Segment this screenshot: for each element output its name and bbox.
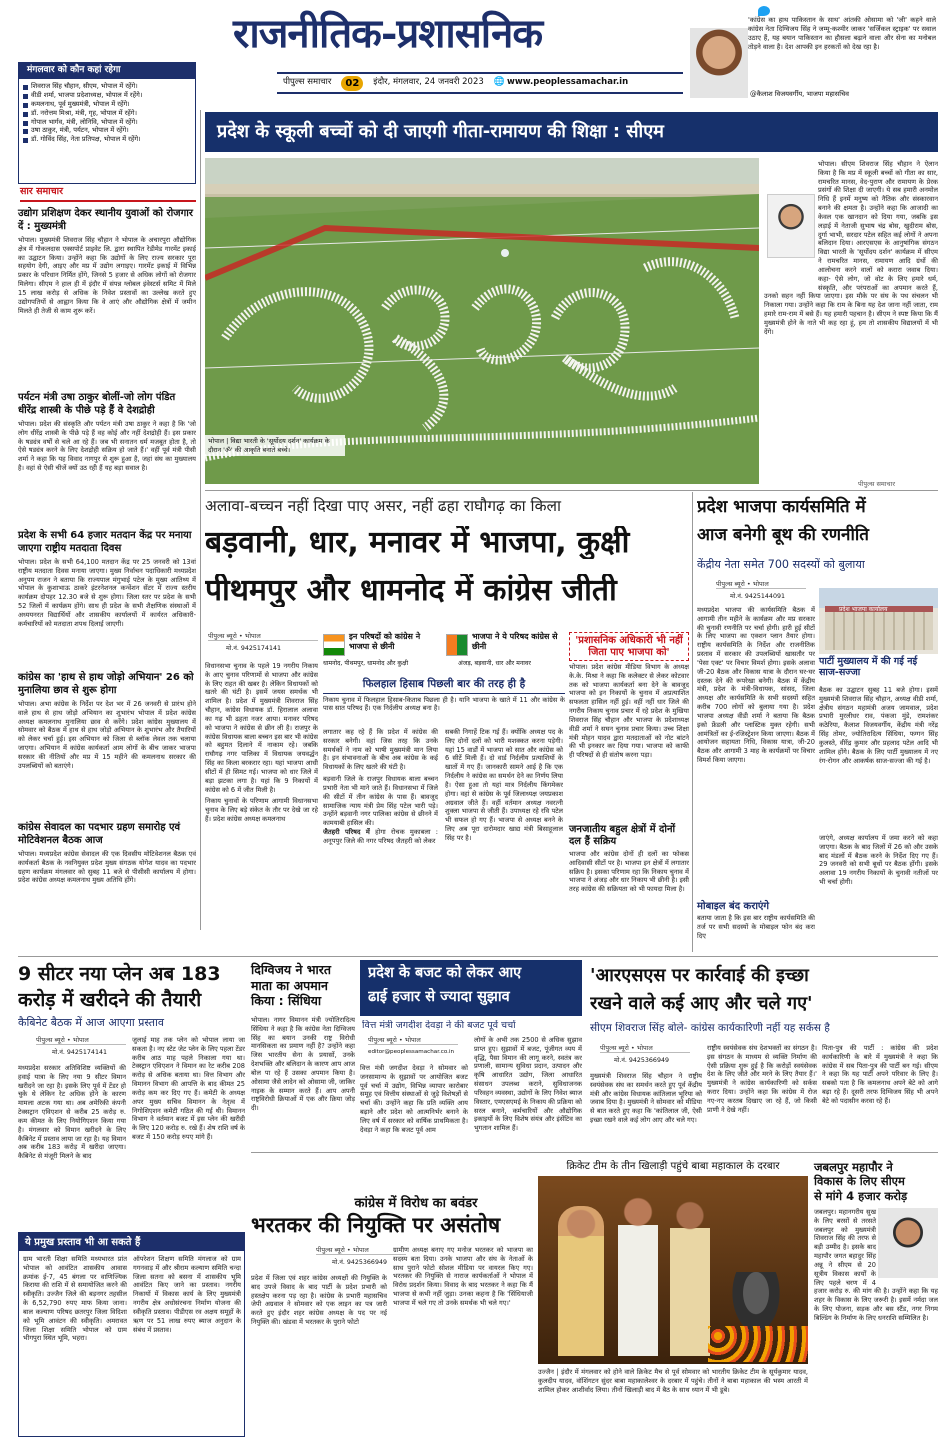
- schedule-item: गोपाल भार्गव, मंत्री, लोनिवि, भोपाल में रहेंगे।: [22, 118, 192, 127]
- election-kicker: अलावा-बच्चन नहीं दिखा पाए असर, नहीं ढहा राघौगढ़ का किला: [205, 497, 561, 515]
- portrait-float: [876, 1208, 938, 1280]
- section-rule: [251, 1152, 938, 1153]
- subhead: जैतहरी परिषद में: [323, 828, 370, 837]
- photo-credit: पीपुल्स समाचार: [858, 480, 895, 488]
- building-sign: प्रदेश भाजपा कार्यालय: [839, 606, 888, 613]
- website[interactable]: www.peoplessamachar.in: [507, 77, 629, 88]
- budget-headline-2: ढाई हजार से ज्यादा सुझाव: [368, 988, 510, 1005]
- body-text: बड़वानी जिले के राजपुर विधायक बाला बच्चन प्रभारी नेता भी माने जाते हैं। विधानसभा में जिले की सीटों में तीन कांग्रेस के पास हैं। बावजूद सामाजिक न्याय मंत्री प्रेम सिंह पटेल भारी पड़े। उन्होंने बड़वानी नगर पालिका कांग्रेस से छीनने में कामयाबी हासिल की।: [323, 775, 438, 828]
- column-divider: [692, 492, 693, 952]
- body-text: निकाय चुनावों के परिणाम आगामी विधानसभा चुनाव के लिए बड़े संकेत के तौर पर देखे जा रहे हैं। प्रदेश कांग्रेस अध्यक्ष कमलनाथ: [205, 797, 318, 824]
- schedule-box: [18, 62, 196, 184]
- filhaal-title: फिलहाल हिसाब पिछली बार की तरह ही है: [323, 678, 565, 694]
- proposals-title: ये प्रमुख प्रस्ताव भी आ सकते हैं: [19, 1233, 244, 1251]
- byline-text: पीपुल्स ब्यूरो • भोपाल: [716, 580, 769, 588]
- byline-text: पीपुल्स ब्यूरो • भोपाल: [316, 1246, 369, 1254]
- cricket-caption: उज्जैन | इंदौर में मंगलवार को होने वाले क्रिकेट मैच से पूर्व सोमवार को भारतीय क्रिकेट टीम के सूर्यकुमार यादव, कुलदीप यादव, वॉशिंगटन सुंदर बाबा महाकालेश्वर के दरबार में पहुंचे। तीनों ने बाबा महाकाल की भस्म आरती में शामिल होकर आशीर्वाद लिया। तीनों खिलाड़ी बाद में बैठ के साथ ध्यान में भी डूबे।: [538, 1368, 808, 1394]
- brief-story-5: [18, 822, 196, 922]
- jabalpur-headline: [814, 1160, 938, 1203]
- brief-headline: कांग्रेस सेवादल का पदभार ग्रहण समारोह एवं मोटिवेशनल बैठक आज: [18, 822, 181, 846]
- filhaal-box: [323, 678, 565, 728]
- schedule-item: डॉ. गोविंद सिंह, नेता प्रतिपक्ष, भोपाल में रहेंगे।: [22, 135, 192, 144]
- headline-line: जबलपुर महापौर ने: [814, 1160, 893, 1174]
- byline-text: पीपुल्स ब्यूरो • भोपाल: [36, 1036, 89, 1044]
- tweet-box: [690, 6, 938, 104]
- box-list: अंजड़, बड़वानी, धार और मनावर: [458, 660, 531, 667]
- section-rule: [18, 956, 938, 957]
- body-text: भोपाल। सीएम शिवराज सिंह चौहान ने ऐलान किया है कि मप्र में स्कूली बच्चों को गीता का सार, रामचरित मानस, वेद-पुराण और रामायण के प्रेरक प्रसंगों की शिक्षा दी जाएगी। ये सब हमारी अनमोल निधि हैं इनमें मनुष्य को नैतिक और संस्कारवान बनाने की क्षमता है। उन्होंने कहा कि आजादी का केवल एक खानदान को दिया गया, जबकि इस लड़ाई में नेताजी सुभाष चंद्र बोस, खुदीराम बोस, दुर्गा भाभी, सरदार पटेल सहित कई लोगों ने अपना बलिदान दिया। आरएसएस के आनुषांगिक संगठन विद्या भारती के 'सूर्योदय दर्शन' कार्यक्रम में सीएम ने रामचरित मानस, रामायण आदि ग्रंथों की आलोचना करने वालों को करारा जवाब दिया। कहा- ऐसे लोग, जो वोट के लिए हमारे धर्म, संस्कृति, और परंपराओं का अपमान करते हैं, उनको सहन नहीं किया जाएगा। इस मौके पर संघ के पथ संचलन भी निकाला गया। उन्होंने कहा कि राम के बिना यह देश जाना नहीं जाता, राम हमारे राम-राम में बसे हैं। यह हमारी पहचान है। सीएम ने स्पष्ट किया कि मैं मुख्यमंत्री होने के नाते भी कह रहा हूं, हम तो शासकीय विद्यालयों में भी देंगे।: [764, 160, 938, 336]
- election-headline-1: बड़वानी, धार, मनावर में भाजपा, कुक्षी: [205, 526, 630, 559]
- rss-col-2: राष्ट्रीय स्वयंसेवक संघ देशभक्तों का संगठन है। इस संगठन के माध्यम से व्यक्ति निर्माण की ऐसी प्रक्रिया शुरू हुई है कि करोड़ों स्वयंसेवक देश के लिए जीते और मरने के लिए तैयार हैं।' मुख्यमंत्री ने कांग्रेस कार्यकारिणी को सर्कस करार दिया। उन्होंने कहा कि कांग्रेस में रोज नए-नए करतब दिखाए जा रहे हैं, जो किसी प्राणी ने देखे नहीं।: [707, 1044, 817, 1114]
- flowers: [708, 1326, 808, 1362]
- paper-name: पीपुल्स समाचार: [283, 77, 332, 88]
- rss-col-1: मुख्यमंत्री शिवराज सिंह चौहान ने राष्ट्रीय स्वयंसेवक संघ का समर्थन करते हुए पूर्व केंद्रीय मंत्री और कांग्रेस विधायक कांतिलाल भूरिया को जवाब दिया है। मुख्यमंत्री ने सोमवार को मीडिया से बात करते हुए कहा कि 'कांतिलाल जी, ऐसी इच्छा रखने वाले कई लोग आए और चले गए।: [590, 1072, 702, 1125]
- brief-body: भोपाल। मुख्यमंत्री शिवराज सिंह चौहान ने भोपाल के अचारपुरा औद्योगिक क्षेत्र में गोकलदास एक्सपोर्ट प्राइवेट लि. द्वारा स्थापित रेडीमेड गारमेंट इकाई का उद्घाटन किया। उन्होंने कहा कि उद्योगों के लिए राज्य सरकार पूरा सहयोग देगी, आइए और मप्र में उद्योग लगाइए। गारमेंट इकाई में विभिन्न प्रकार के परिधान निर्मित होंगे, जिनसे 5 हजार से अधिक लोगों को रोजगार मिलेगा। सीएम ने हाल ही में इंदौर में संपन्न ग्लोबल इंवेस्टर्स समिट में मिले 15 लाख करोड़ से अधिक के निवेश प्रस्तावों का उल्लेख करते हुए उद्योगपतियों से आह्वान किया कि वे आएं और औद्योगिक क्षेत्रों में जमीन मिलते ही तेजी से काम शुरू करें।: [18, 236, 196, 315]
- twitter-icon: [758, 6, 770, 16]
- bjp-body-2: बैठक का उद्घाटन सुबह 11 बजे होगा। इसमें मुख्यमंत्री शिवराज सिंह चौहान, अध्यक्ष वीडी शर्मा, क्षेत्रीय संगठन महामंत्री अजय जामवाल, प्रदेश प्रभारी मुरलीधर राव, पंकजा मुंडे, रामशंकर कठेरिया, कैलाश विजयवर्गीय, केंद्रीय मंत्री नरेंद्र सिंह तोमर, ज्योतिरादित्य सिंधिया, फग्गन सिंह कुलस्ते, वीरेंद्र कुमार और प्रहलाद पटेल आदि भी शामिल होंगे। बैठक के लिए पार्टी मुख्यालय में नए रंग-रोगन और आकर्षक साज-सज्जा की गई है।: [819, 686, 938, 765]
- brief-body: भोपाल। प्रदेश की संस्कृति और पर्यटन मंत्री उषा ठाकुर ने कहा है कि 'जो लोग धीरेंद्र शास्त्री के पीछे पड़े हैं वह कोई और नहीं देशद्रोही हैं। इस प्रकार के षड्यंत्र वर्षों से चले आ रहे हैं। जब भी सनातन धर्म मजबूत होता है, तो ऐसे षड्यंत्र करने के लिए देशद्रोही सक्रिय हो जाते हैं।' वहीं पूर्व मंत्री पीसी शर्मा ने कहा कि यह विवाद नागपुर से शुरू हुआ है, जहां संघ का मुख्यालय है। वहां से ऐसी चीजें क्यों उठ रही हैं यह बड़ा सवाल है।: [18, 420, 196, 473]
- byline: [716, 580, 806, 589]
- photo-caption: भोपाल | विद्या भारती के 'सूर्योदय दर्शन' कार्यक्रम के दौरान 'ॐ' की आकृति बनाते बच्चे।: [205, 435, 345, 456]
- digvijay-body: भोपाल। नागर विमानन मंत्री ज्योतिरादित्य सिंधिया ने कहा है कि कांग्रेस नेता दिग्विजय सिंह का बयान उनकी राष्ट्र विरोधी मानसिकता का प्रमाण नहीं है? उन्होंने कहा जिस भारतीय सेना के प्रयासों, उनके देशभक्ति और बलिदान के कारण आप आज बोल पा रहे हैं उसका अपमान किया है। ओसामा जैसे लादेन को ओसामा जी, जाकिर नाइक के सम्मान करते हैं। आप अपनी राष्ट्रविरोधी क्रियाओं में एक और क्रिया जोड़ दी।: [251, 1016, 355, 1113]
- byline: [600, 1044, 690, 1053]
- lead-photo: [205, 158, 759, 484]
- byline: [208, 632, 318, 641]
- schedule-item: शिवराज सिंह चौहान, सीएम, भोपाल में रहेंगे।: [22, 82, 192, 91]
- rss-headline-2: रखने वाले कई आए और चले गए': [590, 993, 813, 1014]
- tweet-quote: 'कांग्रेस का हाथ पाकिस्तान के साथ' आंतकी ओसामा को 'जी' कहने वाले कांग्रेस नेता दिग्विजय सिंह ने जम्मू-कश्मीर जाकर 'सर्जिकल स्ट्राइक' पर सवाल उठाए हैं, यह बयान पाकिस्तान का हौसला बढ़ाने वाला और सेना का मनोबल तोड़ने वाला है। देश आपकी इन हरकतों को देख रहा है।: [748, 16, 936, 51]
- budget-headline-bar: [360, 960, 582, 1016]
- mobile-body: बताया जाता है कि इस बार राष्ट्रीय कार्यसमिति की तर्ज पर सभी सदस्यों के मोबाइल फोन बंद करा दिए: [697, 914, 815, 940]
- headline-line: दिग्विजय ने भारत: [251, 962, 332, 977]
- side-body: भोपाल। प्रदेश कांग्रेस मीडिया विभाग के अध्यक्ष के.के. मिश्रा ने कहा कि कलेक्टर से लेकर कोटवार तक को भाजपा कार्यकर्ता बना देने के बावजूद भाजपा को इन निकायों के चुनाव में अप्रत्याशित सफलता हासिल नहीं हुई। वहीं नहीं धार जिले की नगरीय निकाय चुनाव प्रचार में रहे प्रदेश के मुखिया शिवराज सिंह चौहान और भाजपा के प्रदेशाध्यक्ष वीडी शर्मा ने सघन चुनाव प्रचार किया। उच्च शिक्षा मंत्री मोहन यादव द्वारा मतदाताओं को नोट बांटने की भी इनकार कर दिया गया। भाजपा को काफी ही परिषदों से ही संतोष करना पड़ा।: [569, 663, 689, 760]
- schedule-item: कमलनाथ, पूर्व मुख्यमंत्री, भोपाल में रहेंगे।: [22, 100, 192, 109]
- proposals-col-2: ऑपरेशन शिक्षण समिति मंगलाज को ग्राम गगनवाड़ में और श्रीराम कल्याण समिति चन्दा जिला सतना को बसना में शासकीय भूमि आवंटित किए जाने का प्रस्ताव। नगरीय निकायों में विकास कार्य के लिए मुख्यमंत्री नगरीय क्षेत्र अधोसंरचना निर्माण योजना की स्वीकृति प्रस्ताव। पीडीएस रव अक्षय समूहों के ऋण पर 51 लाख रुपए ब्याज अनुदान के संबंध में प्रस्ताव।: [133, 1255, 241, 1334]
- side-headline-2: जनजातीय बहुल क्षेत्रों में दोनों दल हैं सक्रिय: [569, 824, 676, 847]
- box-title: इन परिषदों को कांग्रेस ने भाजपा से छीनी: [349, 632, 421, 651]
- lead-headline-bar: [205, 112, 938, 152]
- byline-text: पीपुल्स ब्यूरो • भोपाल: [208, 632, 261, 640]
- jabalpur-body: [814, 1208, 938, 1438]
- brief-body: भोपाल। अभा कांग्रेस के निर्देश पर देश भर में 26 जनवरी से प्रारंभ होने वाले हाथ से हाथ जोड़ो अभियान का शुभारंभ भोपाल में प्रदेश कांग्रेस अध्यक्ष कमलनाथ मुनालिया छाव से करेंगे। प्रदेश कांग्रेस मुख्यालय में सोमवार को बैठक में हाथ से हाथ जोड़ो अभियान के शुभारंभ और तैयारियों को लेकर चर्चा हुई। इस अभियान को जिला से ब्लॉक लेवल तक चलाया जाएगा। अभियान में कांग्रेस कार्यकर्ता आम लोगों के बीच जाकर भाजपा सरकार की नीतियों और मप्र में 15 महीने की कमलनाथ सरकार की उपलब्धियों को बताएंगे।: [18, 700, 196, 770]
- byline-text: पीपुल्स ब्यूरो • भोपाल: [368, 1036, 421, 1044]
- bhartak-col-1: प्रदेश में जिला एवं शहर कांग्रेस अध्यक्षों की नियुक्ति के बाद उपजे विवाद के बाद पार्टी के प्रदेश प्रभारी को हस्तक्षेप करना पड़ रहा है। कांग्रेस के प्रभारी महासचिव जेपी अग्रवाल ने सोमवार को एक लाइन का पत्र जारी करते हुए इंदौर शहर कांग्रेस अध्यक्ष के पद पर नई नियुक्ति की। खंडवा में भरतकर के पुराने फोटो: [251, 1274, 387, 1327]
- proposals-box: [18, 1232, 245, 1437]
- priest-figure: [558, 1206, 604, 1356]
- congress-flag-icon: [323, 634, 345, 656]
- plane-sub: कैबिनेट बैठक में आज आएगा प्रस्ताव: [18, 1016, 164, 1029]
- dateline-bar: [277, 72, 683, 94]
- election-col-2: [323, 728, 438, 952]
- headline-line: विकास के लिए सीएम: [814, 1174, 905, 1189]
- brief-headline: पर्यटन मंत्री उषा ठाकुर बोलीं-जो लोग पंडित धीरेंद्र शास्त्री के पीछे पड़े हैं वे देशद्रोही: [18, 392, 176, 416]
- byline: [368, 1036, 458, 1045]
- election-box-bjp: [446, 632, 564, 674]
- section-rule: [205, 490, 938, 491]
- rss-headline-1: 'आरएसएस पर कार्रवाई की इच्छा: [590, 965, 809, 986]
- side-headline: 'प्रशासनिक अधिकारी भी नहीं जिता पाए भाजपा को': [569, 632, 689, 661]
- plane-col-1: मध्यप्रदेश सरकार अतिविशिष्ट व्यक्तियों की हवाई यात्रा के लिए नया 9 सीटर विमान खरीदने जा रहा है। इसके लिए पूर्व में टेंडर हो चुके थे लेकिन रेट अधिक होने के कारण मामला अटक गया था। अब अमेरिकी कंपनी टेक्सट्रान एविएशन से करीब 25 करोड़ रु. कम कीमत के लिए नियोगिएशन किया गया है। मंगलवार को विमान खरीदने के लिए कैबिनेट में प्रस्ताव लाया जा रहा है। यह विमान अब करीब 183 करोड़ में खरीदा जाएगा। कैबिनेट से मंजूरी मिलने के बाद: [18, 1064, 126, 1161]
- headline-line: से मांगे 4 हजार करोड़: [814, 1188, 908, 1203]
- byline-mobile: मो.नं. 9425144091: [730, 593, 785, 600]
- rss-col-3: पिता-पुत्र की पार्टी : कांग्रेस की प्रदेश कार्यकारिणी के बारे में मुख्यमंत्री ने कहा कि कांग्रेस में सब पिता-पुत्र की पार्टी बन गई। सीएम ने कहा कि यह पार्टी अपने परिवार के लिए है। सबको पता है कि कमलनाथ अपने बेटे को आगे बढ़ा रहे हैं। दूसरी तरफ दिग्विजय सिंह भी अपने बेटे को पदासीन करवा रहे हैं।: [822, 1044, 938, 1105]
- filhaal-body: निकाय चुनाव में फिलहाल हिसाब-किताब पिछला ही है। यानि भाजपा के खाते में 11 और कांग्रेस के पास सात परिषद हैं। एक निर्दलीय अध्यक्ष बना है।: [323, 695, 565, 713]
- budget-sub: वित्त मंत्री जगदीश देवड़ा ने की बजट पूर्व चर्चा: [362, 1020, 516, 1031]
- bhartak-col-2: ग्रामीण अध्यक्ष बनाए गए मनोज भरतकर को भाजपा का सदस्य बता दिया। उनके भाजपा और संघ के नेताओं के साथ पुराने फोटो सोशल मीडिया पर वायरल किए गए। भरतकर की नियुक्ति से नाराज कार्यकर्ताओं ने भोपाल में विरोध प्रदर्शन किया। विवाद के बाद भरतकर ने कहा कि मैं भाजपा से कभी नहीं जुड़ा। उनका कहना है कि 'सिंधियाजी भाजपा में चले गए तो उनके समर्थक भी चले गए।': [393, 1246, 533, 1307]
- brief-body: भोपाल। प्रदेश के सभी 64,100 मतदान केंद्र पर 25 जनवरी को 13वां राष्ट्रीय मतदाता दिवस मनाया जाएगा। मुख्य निर्वाचन पदाधिकारी मध्यप्रदेश अनुपम राजन ने बताया कि राज्यपाल मंगुभाई पटेल के मुख्य आतिथ्य में भोपाल के कुशाभाऊ ठाकरे इंटरनेशनल कन्वेंशन सेंटर में राज्य स्तरीय कार्यक्रम दोपहर 12.30 बजे से शुरू होगा। जिला स्तर पर प्रदेश के सभी 52 जिलों में कार्यक्रम होंगे। साथ ही प्रदेश के सभी शैक्षणिक संस्थाओं में अध्ययनरत विद्यार्थियों और शासकीय कार्यालयों में कार्यरत अधिकारी-कर्मचारियों को मतदाता शपथ दिलाई जाएगी।: [18, 558, 196, 628]
- brief-story-3: [18, 530, 196, 662]
- schedule-item: डॉ. नरोत्तम मिश्रा, मंत्री, गृह, भोपाल में रहेंगे।: [22, 109, 192, 118]
- headline-line: किया : सिंधिया: [251, 993, 322, 1009]
- cricket-headline: क्रिकेट टीम के तीन खिलाड़ी पहुंचे बाबा महाकाल के दरबार: [566, 1161, 780, 1172]
- brief-body: भोपाल। मध्यप्रदेश कांग्रेस सेवादल की एक दिवसीय मोटिवेशनल बैठक एवं कार्यकर्ता बैठक के नवनियुक्त प्रदेश मुख्य संगठक योगेश यादव का पदभार ग्रहण कार्यक्रम मंगलवार को सुबह 11 बजे से पीसीसी कार्यालय में होगा। प्रदेश कांग्रेस अध्यक्ष कमलनाथ मुख्य अतिथि होंगे।: [18, 850, 196, 885]
- brief-story-1: [18, 208, 196, 376]
- page-number: 02: [341, 76, 363, 91]
- tweet-author: @कैलाश विजयवर्गीय, भाजपा महासचिव: [750, 90, 849, 98]
- rss-sub: सीएम शिवराज सिंह बोले- कांग्रेस कार्यकारिणी नहीं यह सर्कस है: [590, 1022, 830, 1034]
- byline-email: editor@peoplessamachar.co.in: [368, 1049, 455, 1055]
- digvijay-headline: [251, 962, 355, 1009]
- election-col-1: [205, 662, 318, 952]
- byline-text: पीपुल्स ब्यूरो • भोपाल: [600, 1044, 653, 1052]
- tweet-author-photo: [690, 28, 748, 98]
- side-body-2: भाजपा और कांग्रेस दोनों ही दलों का फोकस आदिवासी सीटों पर है। भाजपा इन क्षेत्रों में लगातार सक्रिय है। इसका परिणाम रहा कि निकाय चुनाव में भाजपा ने अंजड़ और धार निकाय भी छीनी है। इसी तरह कांग्रेस की सक्रियता को भी फायदा मिला है।: [569, 850, 689, 894]
- schedule-item: वीडी शर्मा, भाजपा प्रदेशाध्यक्ष, भोपाल में रहेंगे।: [22, 91, 192, 100]
- byline-mobile: मो.नं. 9425366949: [614, 1057, 669, 1064]
- body-text: विधानसभा चुनाव के पहले 19 नगरीय निकाय के आए चुनाव परिणामों से भाजपा और कांग्रेस के लिए राहत की खबर है। लेकिन विधायकों को खतरे की घंटी है। इसमें जयस समर्थक भी शामिल है। प्रदेश में मुख्यमंत्री शिवराज सिंह चौहान, कांग्रेस विधायक डॉ. हिरालाल अलावा का गढ़ भी ढहता नजर आया। मनावर परिषद को भाजपा ने कांग्रेस से छीन ली है। राजपुर के कांग्रेस विधायक बाला बच्चन इस बार भी कांग्रेस को बहुमत दिलाने में नाकाम रहे। जबकि राघौगढ़ नगर पालिका में विधायक जयवर्द्धन सिंह का किला बरकरार रहा। यहां भाजपा आधी सीटों में ही सिमट गई। भाजपा को धार जिले में बड़ा झटका लगा है। यहां कि 9 निकायों में कांग्रेस को 6 में जीत मिली है।: [205, 662, 318, 794]
- bjp-body-1: मध्यप्रदेश भाजपा की कार्यसमिति बैठक में आगामी तीन महीने के कार्यक्रम और मप्र सरकार की चुनावी रणनीति पर चर्चा होगी। हारी हुई सीटों के लिए भाजपा का एक्शन प्लान तैयार होगा। राष्ट्रीय कार्यसमिति के निर्देश और राजनीतिक प्रस्ताव में सरकार की उपलब्धियों खासतौर पर 'पेसा एक्ट' पर विचार विमर्श होगा। इसके अलावा जी-20 बैठक और विकास यात्रा के दौरान घर-घर दस्तक देने की रूपरेखा बनेगी। बैठक में केंद्रीय मंत्री, प्रदेश के मंत्री-विधायक, सांसद, जिला अध्यक्ष और कार्यसमिति के सभी सदस्यों सहित करीब 700 लोगों को बुलाया गया है। प्रदेश भाजपा अध्यक्ष वीडी शर्मा ने बताया कि बैठक इको फ्रेंडली और प्लास्टिक मुक्त रहेगी। सभी आमंत्रितों का ई-रजिस्ट्रेशन किया जाएगा। बैठक में आयोजन सहायता निधि, विकास यात्रा, जी-20 बैठक और आगामी 3 माह के कार्यक्रमों पर विचार विमर्श किया जाएगा।: [697, 606, 815, 765]
- byline-mobile: मो.नं. 9425174141: [226, 645, 281, 652]
- budget-headline-1: प्रदेश के बजट को लेकर आए: [368, 965, 522, 981]
- body-text: लगातार कह रहे हैं कि प्रदेश में कांग्रेस की सरकार बनेगी। वहां जिस तरह कि उनके समर्थकों ने नाम को भाषी मुख्यमंत्री मान लिया है। इन संभावनाओं के बीच अब कांग्रेस के कई विधायकों के लिए खतरे की घंटी है।: [323, 728, 438, 772]
- box-title: भाजपा ने ये परिषद कांग्रेस से छीनी: [472, 632, 558, 651]
- lead-headline: प्रदेश के स्कूली बच्चों को दी जाएगी गीता-रामायण की शिक्षा : सीएम: [217, 121, 664, 143]
- election-col-3: सबकी निगाहें टिक गई हैं। क्योंकि अध्यक्ष पद के लिए दोनों दलों को भारी मशक्कत करना पड़ेगी। यहां 15 वार्डों में भाजपा को सात और कांग्रेस को 6 सीटें मिली हैं। दो वार्ड निर्दलीय प्रत्याशियों के खातों में गए हैं। जानकारी सामने आई है कि एक निर्दलीय ने कांग्रेस का समर्थन देने का निर्णय लिया है। ऐसा हुआ तो यहां मात्र निर्दलीय किंगमेकर होगा। वहां से कांग्रेस के पूर्व जिलाध्यक्ष जयप्रकाश अग्रवाल जीते हैं। वहीं वर्तमान अध्यक्ष नवरत्नी शुक्ला भाजपा से जीती हैं। उपाध्यक्ष रहे रवि पटेल भी सफल हो गए हैं। भाजपा से अध्यक्ष बनने के लिए अब पूरा दारोमदार खाद्य मंत्री बिसाहूलाल सिंह पर है।: [445, 728, 563, 842]
- column-divider: [200, 110, 201, 930]
- plane-headline-1: 9 सीटर नया प्लेन अब 183: [18, 963, 221, 985]
- election-headline-2: पीथमपुर और धामनोद में कांग्रेस जीती: [205, 574, 617, 607]
- brief-story-4: [18, 672, 196, 804]
- proposals-col-1: ग्राम भारती शिक्षा समिति मध्यभारत प्रांत भोपाल को आवंटित शासकीय आवास क्रमांक ई-7, 45 बंगला पर वाणिज्यिक किराया की राशि में से समायोजित करने की स्वीकृति। उज्जैन जिले की बड़नगर तहसील के 6,52,790 रुपए माफ किया जाना। बाल कल्याण परिषद छतरपुर जिला विदिशा को भूमि आवंटन की स्वीकृति। अमरावत जिला शिक्षा समिति भोपाल को ग्राम भीगपुरा स्थित भूमि, भहरा।: [23, 1255, 127, 1343]
- plane-headline-2: करोड़ में खरीदने की तैयारी: [18, 989, 202, 1011]
- bjp-sub: केंद्रीय नेता समेत 700 सदस्यों को बुलाया: [697, 558, 865, 571]
- schedule-item: उषा ठाकुर, मंत्री, पर्यटन, भोपाल में रहेंगे।: [22, 126, 192, 135]
- mobile-subhead: मोबाइल बंद कराएंगे: [697, 901, 770, 912]
- bjp-body-3: जाएंगे, अध्यक्ष कार्यालय में जमा करने को कहा जाएगा। बैठक के बाद जिलों में 26 को और उसके बाद मंडलों में बैठक करने के निर्देश दिए गए हैं। 29 जनवरी को सभी बूथों पर बैठक होंगी। इसके अलावा 19 नगरीय निकायों के चुनावी नतीजों पर भी चर्चा होगी।: [819, 834, 938, 887]
- body-text: होगा रोचक मुकाबला : अनूपपुर जिले की नगर परिषद जैतहरी को लेकर: [323, 828, 438, 845]
- bjp-office-photo: [819, 588, 938, 654]
- byline: [36, 1036, 126, 1045]
- portrait-float: [764, 190, 818, 290]
- masthead: [205, 0, 685, 100]
- globe-icon: 🌐: [493, 77, 505, 88]
- brief-headline: कांग्रेस का 'हाथ से हाथ जोड़ो अभियान' 26 को मुनालिया छाव से शुरू होगा: [18, 672, 194, 696]
- schedule-title: मंगलवार को कौन कहां रहेगा: [19, 63, 195, 79]
- brief-label: सार समाचार: [20, 186, 196, 202]
- player-figure: [670, 1200, 710, 1356]
- bjp-headline-1: प्रदेश भाजपा कार्यसमिति में: [697, 497, 866, 517]
- election-side-quote: [569, 632, 689, 920]
- brief-headline: उद्योग प्रशिक्षण देकर स्थानीय युवाओं को रोजगार दें : मुख्यमंत्री: [18, 208, 193, 232]
- schedule-list: [19, 79, 195, 147]
- byline-mobile: मो.नं. 9425366949: [332, 1259, 387, 1266]
- box-list: धामनोद, पीथमपुर, धामनोद और कुक्षी: [323, 660, 409, 667]
- section-title: राजनीतिक-प्रशासनिक: [233, 10, 543, 57]
- bjp-photo-caption: पार्टी मुख्यालय में की गई नई साज-सज्जा: [819, 656, 918, 679]
- player-figure: [618, 1196, 658, 1356]
- brief-story-2: [18, 392, 196, 508]
- budget-col-2: लोगों के अभी तक 2500 से अधिक सुझाव प्राप्त हुए। सुझावों में बजट, पूंजीगत व्यय में वृद्धि, पैसा विमान की लागू करने, स्वतंत्र कर प्रणाली, सामान्य सुविधा प्रदान, उत्पादन और कृषि आधारित उद्योग, जिला आधारित संसाधन उपलब्ध कराने, सुविधाजनक परिवहन व्यवस्था, उद्योगों के लिए निवेश ब्याज विस्तार, एमएसएमई के निकाय की प्रक्रिया को सरल बनाने, कर्मचारियों और औद्योगिक इकाइयों के लिए विशेष संयंत्र और इंसेंटिव का भुगतान शामिल हैं।: [474, 1036, 582, 1133]
- cricket-photo: [538, 1176, 808, 1364]
- budget-col-1: वित्त मंत्री जगदीश देवड़ा ने सोमवार को जनसामान्य के सुझावों पर आयोजित बजट पूर्व चर्चा में उद्योग, विभिन्न व्यापार कारोबार समूह एवं वित्तीय संस्थाओं से जुड़े विशेषज्ञों से चर्चा की। उन्होंने कहा कि प्रति व्यक्ति आय बढ़ाने और प्रदेश को आत्मनिर्भर बनाने के लिए वर्ष में सरकार को वार्षिक प्राथमिकता है। देवड़ा ने कहा कि बजट पूर्व आम: [360, 1064, 468, 1134]
- election-box-congress: [323, 632, 438, 674]
- byline-mobile: मो.नं. 9425174141: [52, 1049, 107, 1056]
- headline-line: माता का अपमान: [251, 977, 328, 993]
- bjp-headline-2: आज बनेगी बूथ की रणनीति: [697, 525, 869, 545]
- lead-body: [764, 160, 938, 482]
- dateline: इंदौर, मंगलवार, 24 जनवरी 2023: [373, 77, 484, 88]
- bjp-flag-icon: [446, 634, 468, 656]
- bhartak-kicker: कांग्रेस में विरोध का बवंडर: [354, 1196, 478, 1211]
- plane-col-2: जुलाई माह तक प्लेन को भोपाल लाया जा सकता है। नए स्टेट जेट प्लेन के लिए पहला टेंडर करीब आठ माह पहले निकाला गया था। टेक्स्ट्रान एविएशन ने विमान का रेट करीब 208 करोड़ से अधिक बताया था। वित्त विभाग और विमानन विभाग की आपत्ति के बाद कीमत 25 करोड़ कम कर दिए गए हैं। कमेटी के अध्यक्ष अपर मुख्य सचिव विमानन के नेतृत्व में निगोशिएशन कमेटी गठित की गई थी। विमानन विभाग ने वर्तमान बजट में इस प्लेन की खरीदी के लिए 120 करोड़ रु. रखे हैं। शेष राशि वर्ष के बजट में 150 करोड़ रुपए मांगे हैं।: [132, 1036, 245, 1142]
- bhartak-headline: भरतकर की नियुक्ति पर असंतोष: [251, 1213, 501, 1237]
- brief-headline: प्रदेश के सभी 64 हजार मतदान केंद्र पर मनाया जाएगा राष्ट्रीय मतदाता दिवस: [18, 530, 192, 554]
- body-text: जबलपुर। महानगरीय सुख के लिए बरसों से तरसते जबलपुर को मुख्यमंत्री शिवराज सिंह की तरफ से बड़ी उम्मीद है। इसके बाद महापौर जगत बहादुर सिंह अन्नू ने सीएम से 20 सूत्रीय विकास कार्यों के लिए पहले चरण में 4 हजार करोड़ रु. की मांग की है। उन्होंने कहा कि यह शहर के विकास के लिए जरूरी है। इसमें नर्मदा जल के लिए योजना, सड़क और बस स्टैंड, नगर निगम बिल्डिंग के निर्माण के लिए धनराशि सम्मिलित है।: [814, 1208, 938, 1322]
